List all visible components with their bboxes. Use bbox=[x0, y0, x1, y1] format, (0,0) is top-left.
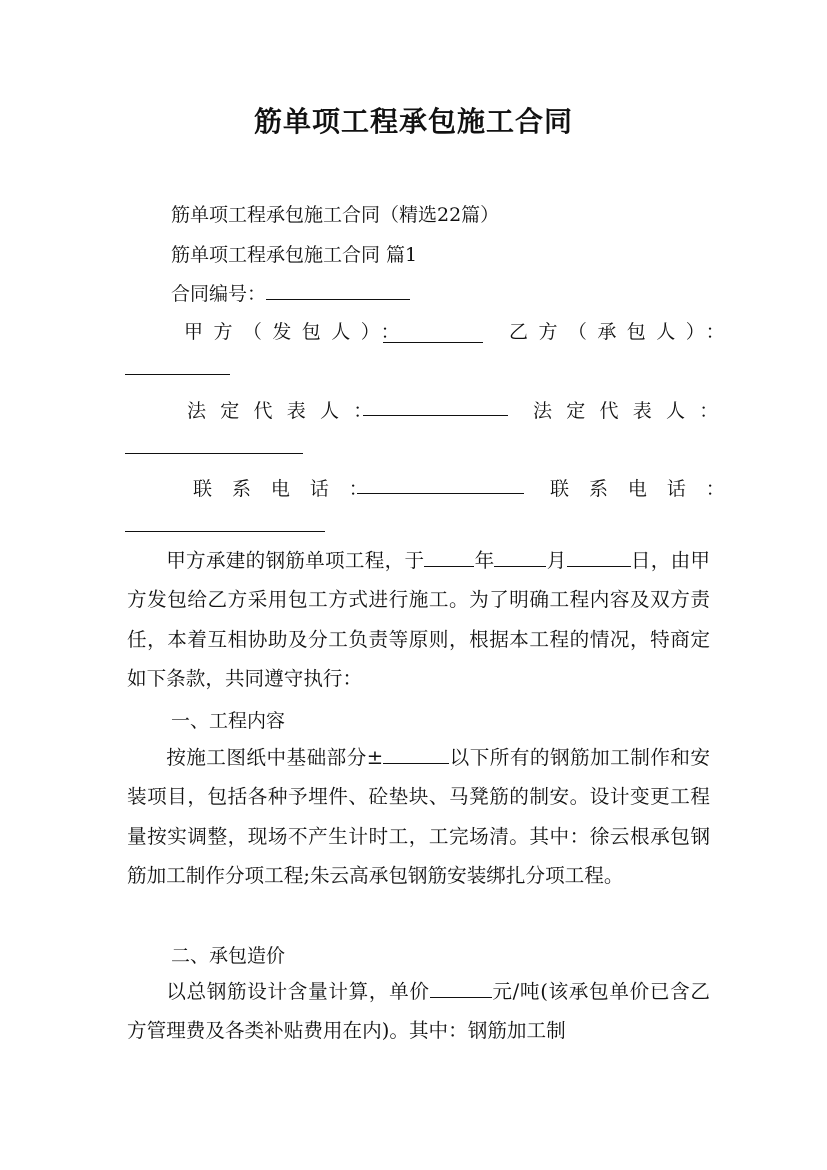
intro-month-label: 月 bbox=[546, 549, 567, 572]
legal-rep-b-blank bbox=[125, 433, 303, 454]
contract-number-blank bbox=[266, 279, 410, 300]
phone-a-label: 联系电话： bbox=[193, 478, 388, 500]
section-1-text-a: 按施工图纸中基础部分± bbox=[166, 746, 384, 769]
intro-paragraph bbox=[127, 541, 710, 698]
intro-day-blank bbox=[567, 546, 631, 567]
contract-number-label: 合同编号： bbox=[171, 283, 267, 305]
party-b-label: 乙方（承包人）： bbox=[509, 321, 736, 343]
section-2-text-b: 元/吨(该承包单价已含乙方管理费及各类补贴费用在内)。其中：钢筋加工制 bbox=[127, 980, 711, 1043]
section-heading: 筋单项工程承包施工合同 篇1 bbox=[171, 244, 418, 266]
document-subtitle: 筋单项工程承包施工合同（精选22篇） bbox=[171, 204, 500, 226]
legal-rep-a-blank bbox=[363, 395, 508, 416]
section-1-blank bbox=[383, 743, 449, 764]
party-a-blank bbox=[383, 322, 483, 343]
section-1-text-b: 以下所有的钢筋加工制作和安装项目，包括各种予埋件、砼垫块、马凳筋的制安。设计变更工程量按实调整，现场不产生计时工，工完场清。其中：徐云根承包钢筋加工制作分项工程;朱云高承包钢筋安装绑扎分项工程。 bbox=[127, 746, 711, 887]
legal-rep-a-label: 法定代表人： bbox=[187, 400, 387, 422]
section-2-text-a: 以总钢筋设计含量计算，单价 bbox=[166, 980, 430, 1003]
section-1-paragraph bbox=[127, 738, 710, 895]
phone-b-blank bbox=[125, 511, 325, 532]
party-a-label: 甲方（发包人）： bbox=[184, 321, 411, 343]
intro-year-blank bbox=[424, 546, 474, 567]
phone-b-label: 联系电话： bbox=[550, 478, 745, 500]
document-title: 筋单项工程承包施工合同 bbox=[253, 105, 573, 138]
section-2-paragraph bbox=[127, 972, 710, 1051]
intro-text-1: 甲方承建的钢筋单项工程，于 bbox=[166, 549, 425, 572]
section-2-price-blank bbox=[430, 977, 492, 998]
phone-a-blank bbox=[357, 473, 524, 494]
intro-month-blank bbox=[494, 546, 546, 567]
section-1-title: 一、工程内容 bbox=[171, 710, 286, 732]
contract-number-row bbox=[171, 279, 410, 306]
legal-rep-b-label: 法定代表人： bbox=[533, 400, 733, 422]
section-2-title: 二、承包造价 bbox=[171, 945, 286, 967]
intro-text-2: 日，由甲方发包给乙方采用包工方式进行施工。为了明确工程内容及双方责任，本着互相协助及分工负责等原则，根据本工程的情况，特商定如下条款，共同遵守执行： bbox=[127, 549, 711, 690]
party-b-blank bbox=[125, 354, 230, 375]
intro-year-label: 年 bbox=[474, 549, 495, 572]
